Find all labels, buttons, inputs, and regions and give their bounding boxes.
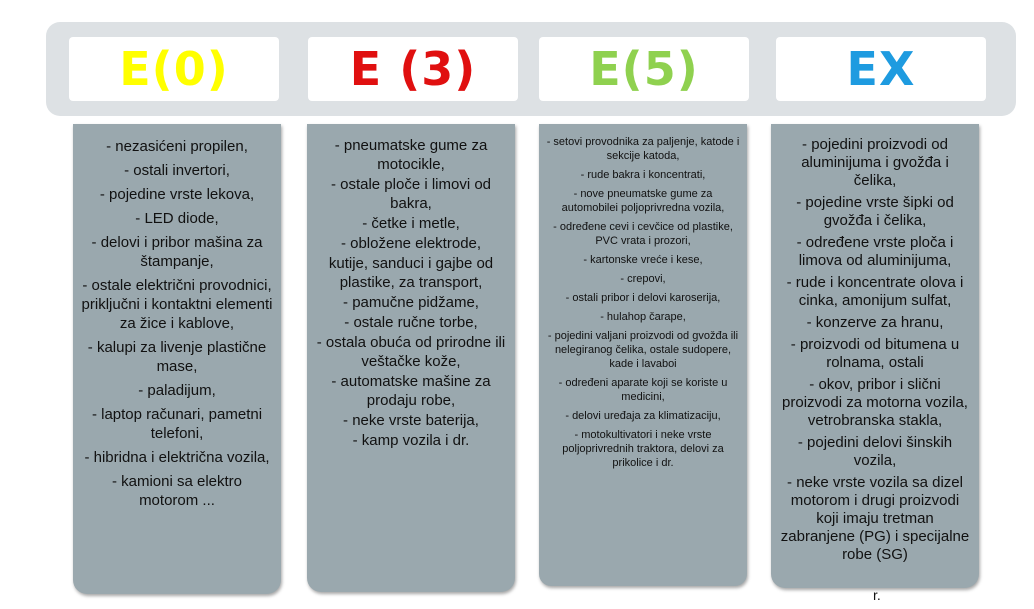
category-label-ex: EX — [776, 37, 986, 101]
list-item: - proizvodi od bitumena u rolnama, ostali — [790, 336, 960, 371]
overflow-text: r. — [873, 587, 881, 603]
list-item: - ostale ručne torbe, — [344, 314, 478, 331]
category-label-e0: E(0) — [69, 37, 279, 101]
category-label-e3: E (3) — [308, 37, 518, 101]
product-list-e0 — [73, 124, 281, 594]
list-item: - pneumatske gume za motocikle, — [334, 137, 488, 173]
list-item: - određene cevi i cevčice od plastike, PVC vrata i prozori, — [553, 221, 733, 247]
category-label-e5: E(5) — [539, 37, 749, 101]
product-items — [81, 137, 273, 510]
list-item: - kamp vozila i dr. — [352, 432, 470, 449]
list-item: - određene vrste ploča i limova od aluminijuma, — [796, 234, 954, 269]
product-list-ex — [771, 124, 979, 588]
list-item: - pojedini delovi šinskih vozila, — [797, 434, 953, 469]
list-item: - pojedine vrste šipki od gvožđa i čelika, — [796, 194, 954, 229]
list-item: - hulahop čarape, — [600, 311, 686, 323]
list-item: - pojedini valjani proizvodi od gvožđa ili nelegiranog čelika, ostale sudopere, kade i lavaboi — [547, 330, 739, 370]
list-item: - ostale električni provodnici, priključni i kontaktni elementi za žice i kablove, — [81, 277, 273, 332]
list-item: - obložene elektrode, — [340, 235, 482, 252]
list-item: - ostala obuća od prirodne ili veštačke kože, — [316, 334, 506, 370]
list-item: - rude bakra i koncentrati, — [580, 169, 706, 181]
list-item: - okov, pribor i slični proizvodi za motorna vozila, vetrobranska stakla, — [782, 376, 968, 429]
list-item: - kamioni sa elektro motorom ... — [111, 473, 243, 509]
list-item: - pojedini proizvodi od aluminijuma i gvožđa i čelika, — [801, 136, 949, 189]
list-item: - hibridna i električna vozila, — [84, 449, 270, 466]
list-item: - pamučne pidžame, — [343, 294, 479, 311]
list-item: - paladijum, — [138, 382, 216, 399]
list-item: - delovi uređaja za klimatizaciju, — [565, 410, 721, 422]
list-item: - kalupi za livenje plastične mase, — [87, 339, 267, 375]
list-item: - automatske mašine za prodaju robe, — [331, 373, 491, 409]
list-item: - neke vrste baterija, — [343, 412, 479, 429]
list-item: - rude i koncentrate olova i cinka, amonijum sulfat, — [786, 274, 964, 309]
product-items — [313, 136, 509, 450]
product-list-e5 — [539, 124, 747, 586]
list-item: - ostale ploče i limovi od bakra, — [330, 176, 492, 212]
list-item: - setovi provodnika za paljenje, katode i sekcije katoda, — [546, 136, 740, 162]
list-item: - LED diode, — [135, 210, 219, 227]
list-item: - laptop računari, pametni telefoni, — [91, 406, 263, 442]
product-list-e3 — [307, 124, 515, 592]
list-item: - crepovi, — [620, 273, 666, 285]
list-item: - konzerve za hranu, — [806, 314, 944, 331]
list-item: - ostali invertori, — [124, 162, 230, 179]
list-item: - delovi i pribor mašina za štampanje, — [91, 234, 263, 270]
list-item: - neke vrste vozila sa dizel motorom i drugi proizvodi koji imaju tretman zabranjene (PG) i specijalne robe (SG) — [780, 474, 970, 563]
list-item: - nezasićeni propilen, — [106, 138, 248, 155]
product-items — [545, 135, 741, 470]
list-item: - motokultivatori i neke vrste poljoprivrednih traktora, delovi za prikolice i dr. — [562, 429, 724, 469]
list-item: kutije, sanduci i gajbe od plastike, za transport, — [328, 255, 494, 291]
list-item: - ostali pribor i delovi karoserija, — [565, 292, 721, 304]
product-items — [779, 136, 971, 564]
list-item: - određeni aparate koji se koriste u medicini, — [558, 377, 728, 403]
list-item: - kartonske vreće i kese, — [583, 254, 703, 266]
list-item: - četke i metle, — [362, 215, 460, 232]
list-item: - nove pneumatske gume za automobilei poljoprivredna vozila, — [561, 188, 725, 214]
list-item: - pojedine vrste lekova, — [99, 186, 255, 203]
